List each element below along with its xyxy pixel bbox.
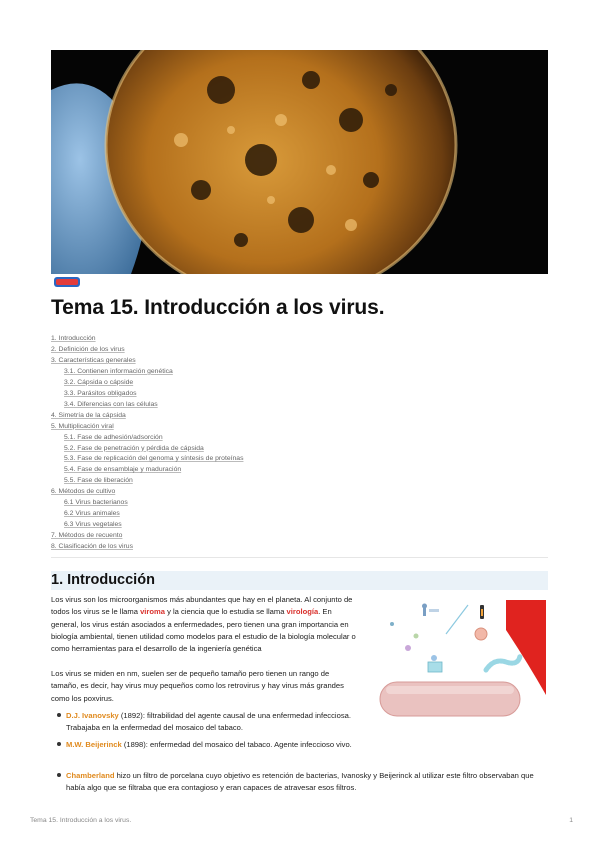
toc-link[interactable]: 6.2 Virus animales <box>64 510 120 518</box>
toc-link[interactable]: 7. Métodos de recuento <box>51 532 123 540</box>
toc-link[interactable]: 5.1. Fase de adhesión/adsorción <box>64 433 163 441</box>
list-item-text: hizo un filtro de porcelana cuyo objetivo es retención de bacterias, Ivanosky y Beijerinck al utilizar este filtro observaban que había algo que se filtraba que era contagioso y eran capaces de atravesar esos filtros. <box>66 771 534 793</box>
toc-link[interactable]: 5.3. Fase de replicación del genoma y síntesis de proteínas <box>64 455 244 463</box>
toc-link[interactable]: 6.1 Virus bacterianos <box>64 499 128 507</box>
person-name: D.J. Ivanovsky <box>66 711 119 720</box>
toc-link[interactable]: 3.2. Cápsida o cápside <box>64 378 134 386</box>
divider <box>51 557 548 558</box>
toc-link[interactable]: 3.4. Diferencias con las células <box>64 400 158 408</box>
footer-doc-name: Tema 15. Introducción a los virus. <box>30 817 132 824</box>
list-item-text: (1892): filtrabilidad del agente causal de una enfermedad infecciosa. Trabajaba en la enfermedad del mosaico del tabaco. <box>66 711 351 733</box>
hero-image <box>51 50 548 274</box>
toc-link[interactable]: 6.3 Virus vegetales <box>64 521 122 529</box>
toc-link[interactable]: 8. Clasificación de los virus <box>51 543 133 551</box>
toc-link[interactable]: 5.2. Fase de penetración y pérdida de cápsida <box>64 444 204 452</box>
table-of-contents <box>51 334 548 553</box>
toc-link[interactable]: 3. Características generales <box>51 356 136 364</box>
bullet-icon <box>57 773 61 777</box>
toc-link[interactable]: 5.4. Fase de ensamblaje y maduración <box>64 466 182 474</box>
person-name: Chamberland <box>66 771 115 780</box>
toc-link[interactable]: 3.1. Contienen información genética <box>64 367 173 375</box>
toc-link[interactable]: 5.5. Fase de liberación <box>64 477 133 485</box>
intro-paragraph <box>51 594 356 655</box>
page-title: Tema 15. Introducción a los virus. <box>51 296 385 319</box>
list-item-text: (1898): enfermedad del mosaico del tabaco. Agente infeccioso vivo. <box>121 740 352 749</box>
bullet-icon <box>57 742 61 746</box>
page-number: 1 <box>569 817 573 824</box>
toc-link[interactable]: 5. Multiplicación viral <box>51 422 114 430</box>
intro-text: . En general, los virus están asociados a enfermedades, pero tienen una gran importancia en biología ambiental, tienen utilidad como modelos para el estudio de la biología molecular o como herramientas para el desarrollo de la ingeniería genética <box>51 607 356 654</box>
toc-link[interactable]: 6. Métodos de cultivo <box>51 488 116 496</box>
toc-link[interactable]: 2. Definición de los virus <box>51 345 125 353</box>
intro-text: y la ciencia que lo estudia se llama <box>164 607 287 617</box>
brand-logo[interactable] <box>54 276 80 288</box>
section-title: 1. Introducción <box>51 572 155 588</box>
size-paragraph: Los virus se miden en nm, suelen ser de pequeño tamaño pero tienen un rango de tamaño, es decir, hay virus muy pequeños como los retrovirus y hay virus más grandes como los poxvirus. <box>51 669 344 703</box>
toc-link[interactable]: 3.3. Parásitos obligados <box>64 389 137 397</box>
list-item <box>57 770 548 795</box>
toc-link[interactable]: 1. Introducción <box>51 335 96 342</box>
virus-size-figure <box>376 600 546 720</box>
term-virologia: virología <box>286 607 319 617</box>
section-header <box>51 571 548 590</box>
petri-dish-photo <box>51 50 548 274</box>
person-name: M.W. Beijerinck <box>66 740 122 749</box>
bullet-icon <box>57 713 61 717</box>
toc-link[interactable]: 4. Simetría de la cápsida <box>51 411 126 419</box>
term-viroma: viroma <box>140 607 165 617</box>
list-item <box>57 739 357 751</box>
intro-text: Los virus son los microorganismos más abundantes que hay en el planeta. Al conjunto de todos los virus se le llama <box>51 595 353 617</box>
list-item <box>57 710 357 735</box>
